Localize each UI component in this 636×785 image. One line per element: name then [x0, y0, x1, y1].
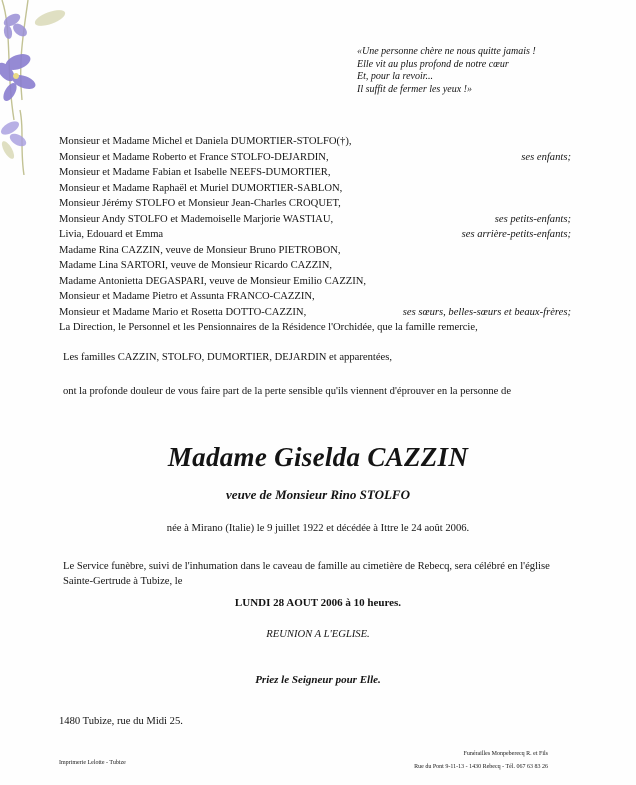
relative-name: Monsieur et Madame Roberto et France STOLFO-DEJARDIN,: [59, 151, 329, 163]
relative-line: [59, 212, 571, 228]
funeral-home-address: Rue du Pont 9-11-13 - 1430 Rebecq - Tél. 067 63 83 26: [414, 764, 548, 770]
families-line: Les familles CAZZIN, STOLFO, DUMORTIER, DEJARDIN et apparentées,: [63, 352, 392, 363]
relation-note: ses sœurs, belles-sœurs et beaux-frères;: [402, 306, 571, 318]
relative-line: [59, 134, 571, 150]
relative-line: [59, 165, 571, 181]
relative-name: Monsieur Jérémy STOLFO et Monsieur Jean-Charles CROQUET,: [59, 198, 341, 209]
relative-name: Monsieur et Madame Raphaël et Muriel DUMORTIER-SABLON,: [59, 182, 343, 194]
quote-line: Il suffit de fermer les yeux !»: [357, 83, 472, 95]
relative-line: [59, 258, 571, 274]
family-address: 1480 Tubize, rue du Midi 25.: [59, 716, 183, 727]
quote-line: «Une personne chère ne nous quitte jamais !: [357, 46, 536, 57]
relation-note: ses arrière-petits-enfants;: [461, 229, 571, 240]
funeral-home-credit: [414, 748, 548, 774]
relative-line: [59, 227, 571, 243]
relative-name: Madame Rina CAZZIN, veuve de Monsieur Bruno PIETROBON,: [59, 244, 341, 256]
birth-death-line: née à Mirano (Italie) le 9 juillet 1922 et décédée à Ittre le 24 août 2006.: [166, 523, 470, 534]
relative-line: [59, 305, 571, 321]
printer-credit: Imprimerie Lelotte - Tubize: [59, 760, 126, 766]
relatives-list: [59, 134, 571, 336]
relative-line: [59, 150, 571, 166]
relative-name: La Direction, le Personnel et les Pensionnaires de la Résidence l'Orchidée, que la famille remercie,: [59, 322, 478, 333]
relative-line: [59, 243, 571, 259]
relation-note: ses enfants;: [521, 151, 571, 163]
relative-line: [59, 320, 571, 336]
relative-name: Monsieur et Madame Michel et Daniela DUMORTIER-STOLFO(†),: [59, 136, 352, 147]
widow-of-line: veuve de Monsieur Rino STOLFO: [226, 487, 410, 502]
relative-name: Madame Antonietta DEGASPARI, veuve de Monsieur Emilio CAZZIN,: [59, 275, 367, 287]
relative-line: [59, 181, 571, 197]
relative-name: Monsieur et Madame Fabian et Isabelle NEEFS-DUMORTIER,: [59, 167, 331, 178]
relative-name: Monsieur et Madame Pietro et Assunta FRANCO-CAZZIN,: [59, 291, 315, 302]
relative-name: Monsieur Andy STOLFO et Mademoiselle Marjorie WASTIAU,: [59, 213, 334, 225]
relative-name: Livia, Edouard et Emma: [59, 229, 164, 240]
relative-name: Madame Lina SARTORI, veuve de Monsieur Ricardo CAZZIN,: [59, 260, 333, 271]
quote-line: Et, pour la revoir...: [357, 71, 434, 82]
relative-line: [59, 274, 571, 290]
relation-note: ses petits-enfants;: [494, 213, 571, 225]
relative-name: Monsieur et Madame Mario et Rosetta DOTTO-CAZZIN,: [59, 306, 307, 318]
flower-blossom-2: [0, 51, 37, 103]
funeral-home-name: Funérailles Monpeberecq R. et Fils: [463, 751, 548, 757]
service-date: LUNDI 28 AOUT 2006 à 10 heures.: [234, 597, 402, 609]
quote-line: Elle vit au plus profond de notre cœur: [357, 58, 509, 70]
memorial-quote: [357, 46, 617, 96]
relative-line: [59, 196, 571, 212]
deceased-name: Madame Giselda CAZZIN: [167, 442, 469, 472]
funeral-service-text: Le Service funèbre, suivi de l'inhumation dans le caveau de famille au cimetière de Rebecq, sera célébré en l'église Sainte-Gertrude à Tubize, le: [63, 561, 550, 587]
reunion-note: REUNION A L'EGLISE.: [266, 629, 370, 640]
announcement-intro: ont la profonde douleur de vous faire part de la perte sensible qu'ils viennent d'éprouver en la personne de: [63, 386, 512, 397]
prayer-line: Priez le Seigneur pour Elle.: [255, 674, 381, 686]
relative-line: [59, 289, 571, 305]
